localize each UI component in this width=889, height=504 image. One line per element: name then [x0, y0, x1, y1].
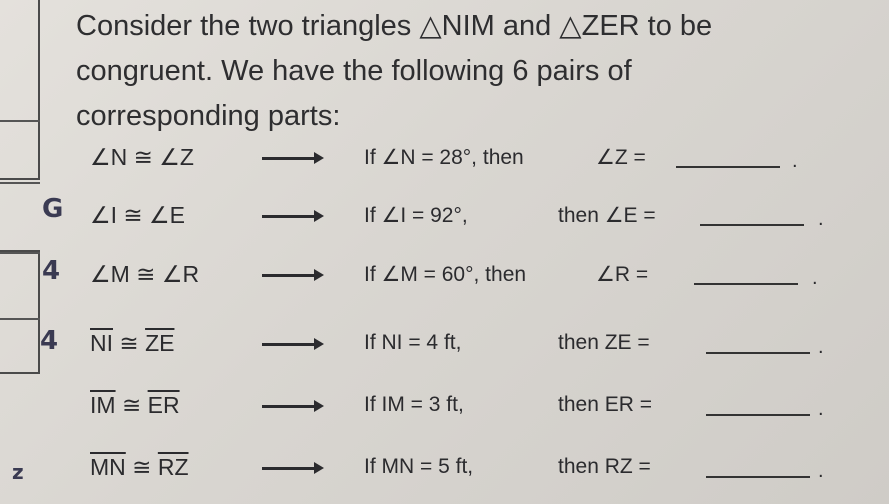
correspondence-row [0, 140, 889, 180]
congruent-symbol: ≅ [119, 330, 139, 356]
conclusion-prompt: ∠Z = [596, 146, 646, 169]
answer-blank[interactable] [706, 414, 810, 416]
segment-label: $\overline{ZE}$ [145, 330, 175, 356]
intro-line: congruent. We have the following 6 pairs of [76, 55, 632, 87]
given-condition: If ∠I = 92°, [364, 204, 468, 227]
correspondence-row [0, 257, 889, 297]
intro-line: Consider the two triangles △NIM and △ZER to be [76, 10, 713, 42]
margin-note: G [42, 194, 64, 224]
conclusion-prompt: then RZ = [558, 455, 651, 478]
correspondence-row [0, 450, 889, 490]
arrow-right-icon [262, 467, 320, 470]
margin-rule [0, 252, 40, 254]
correspondence-row [0, 388, 889, 428]
given-condition: If ∠M = 60°, then [364, 263, 527, 286]
margin-note: 4 [42, 256, 61, 286]
conclusion-prompt: then ER = [558, 393, 652, 416]
segment-label: $\overline{MN}$ [90, 454, 126, 480]
period: . [818, 398, 824, 420]
correspondence-row [0, 198, 889, 238]
congruence-pair [90, 454, 189, 481]
segment-label: $\overline{ER}$ [147, 392, 180, 418]
correspondence-row [0, 326, 889, 366]
given-condition: If IM = 3 ft, [364, 393, 464, 416]
period: . [818, 460, 824, 482]
period: . [818, 336, 824, 358]
margin-note: 4 [40, 326, 59, 356]
congruence-pair: ∠M ≅ ∠R [90, 261, 200, 287]
segment-label: $\overline{IM}$ [90, 392, 116, 418]
congruence-pair [90, 330, 174, 357]
answer-blank[interactable] [706, 352, 810, 354]
congruent-symbol: ≅ [121, 392, 142, 418]
period: . [812, 267, 818, 289]
answer-blank[interactable] [694, 283, 798, 285]
intro-line: corresponding parts: [76, 100, 341, 132]
margin-rule [0, 182, 40, 184]
answer-blank[interactable] [706, 476, 810, 478]
arrow-right-icon [262, 157, 320, 160]
congruent-symbol: ≅ [132, 454, 152, 480]
period: . [818, 208, 824, 230]
margin-note: z [12, 460, 24, 484]
segment-label: $\overline{RZ}$ [157, 454, 189, 480]
answer-blank[interactable] [676, 166, 780, 168]
given-condition: If MN = 5 ft, [364, 455, 474, 478]
arrow-right-icon [262, 274, 320, 277]
congruence-pair: ∠N ≅ ∠Z [90, 144, 194, 170]
margin-rule [0, 318, 40, 320]
margin-rule [0, 120, 40, 122]
congruence-pair [90, 392, 180, 419]
conclusion-prompt: then ZE = [558, 331, 650, 354]
period: . [792, 150, 798, 172]
conclusion-prompt: then ∠E = [558, 204, 656, 227]
arrow-right-icon [262, 343, 320, 346]
given-condition: If NI = 4 ft, [364, 331, 462, 354]
arrow-right-icon [262, 405, 320, 408]
conclusion-prompt: ∠R = [596, 263, 649, 286]
arrow-right-icon [262, 215, 320, 218]
answer-blank[interactable] [700, 224, 804, 226]
congruence-pair: ∠I ≅ ∠E [90, 202, 186, 228]
given-condition: If ∠N = 28°, then [364, 146, 524, 169]
segment-label: $\overline{NI}$ [90, 330, 113, 356]
problem-statement [76, 4, 886, 139]
